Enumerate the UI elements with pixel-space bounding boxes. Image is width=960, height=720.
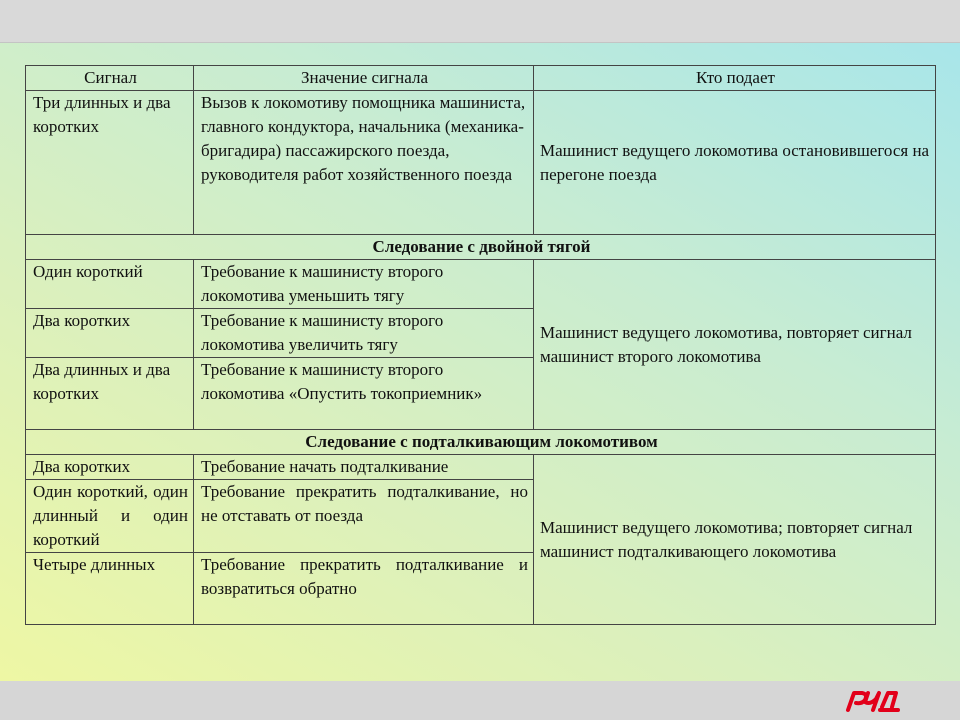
header-who: Кто подает (534, 66, 936, 91)
header-meaning: Значение сигнала (194, 66, 534, 91)
meaning-cell: Требование прекратить подталкивание и возвратиться обратно (194, 553, 534, 625)
table-row (26, 91, 936, 235)
rzd-logo (844, 683, 902, 717)
signal-cell: Один короткий, один длинный и один короткий (26, 480, 194, 553)
who-cell: Машинист ведущего локомотива, повторяет сигнал машинист второго локомотива (534, 260, 936, 430)
meaning-cell: Требование к машинисту второго локомотива уменьшить тягу (194, 260, 534, 309)
meaning-cell: Требование начать подталкивание (194, 455, 534, 480)
signal-cell: Два коротких (26, 455, 194, 480)
table-row (26, 455, 936, 480)
who-cell: Машинист ведущего локомотива остановившегося на перегоне поезда (534, 91, 936, 235)
signal-cell: Два длинных и два коротких (26, 358, 194, 430)
section-title: Следование с подталкивающим локомотивом (26, 430, 936, 455)
signal-cell: Два коротких (26, 309, 194, 358)
signal-cell: Три длинных и два коротких (26, 91, 194, 235)
meaning-cell: Требование к машинисту второго локомотива увеличить тягу (194, 309, 534, 358)
header-row (26, 66, 936, 91)
rzd-logo-icon (844, 687, 902, 713)
signal-cell: Четыре длинных (26, 553, 194, 625)
header-signal: Сигнал (26, 66, 194, 91)
section-row (26, 235, 936, 260)
section-title: Следование с двойной тягой (26, 235, 936, 260)
meaning-cell: Вызов к локомотиву помощника машиниста, главного кондуктора, начальника (механика-бригадира) пассажирского поезда, руководителя работ хозяйственного поезда (194, 91, 534, 235)
table-row (26, 260, 936, 309)
meaning-cell: Требование к машинисту второго локомотива «Опустить токоприемник» (194, 358, 534, 430)
who-cell: Машинист ведущего локомотива; повторяет сигнал машинист подталкивающего локомотива (534, 455, 936, 625)
meaning-cell: Требование прекратить подталкивание, но не отставать от поезда (194, 480, 534, 553)
signals-table (25, 65, 936, 625)
top-bar (0, 0, 960, 43)
signal-cell: Один короткий (26, 260, 194, 309)
section-row (26, 430, 936, 455)
bottom-bar (0, 681, 960, 720)
